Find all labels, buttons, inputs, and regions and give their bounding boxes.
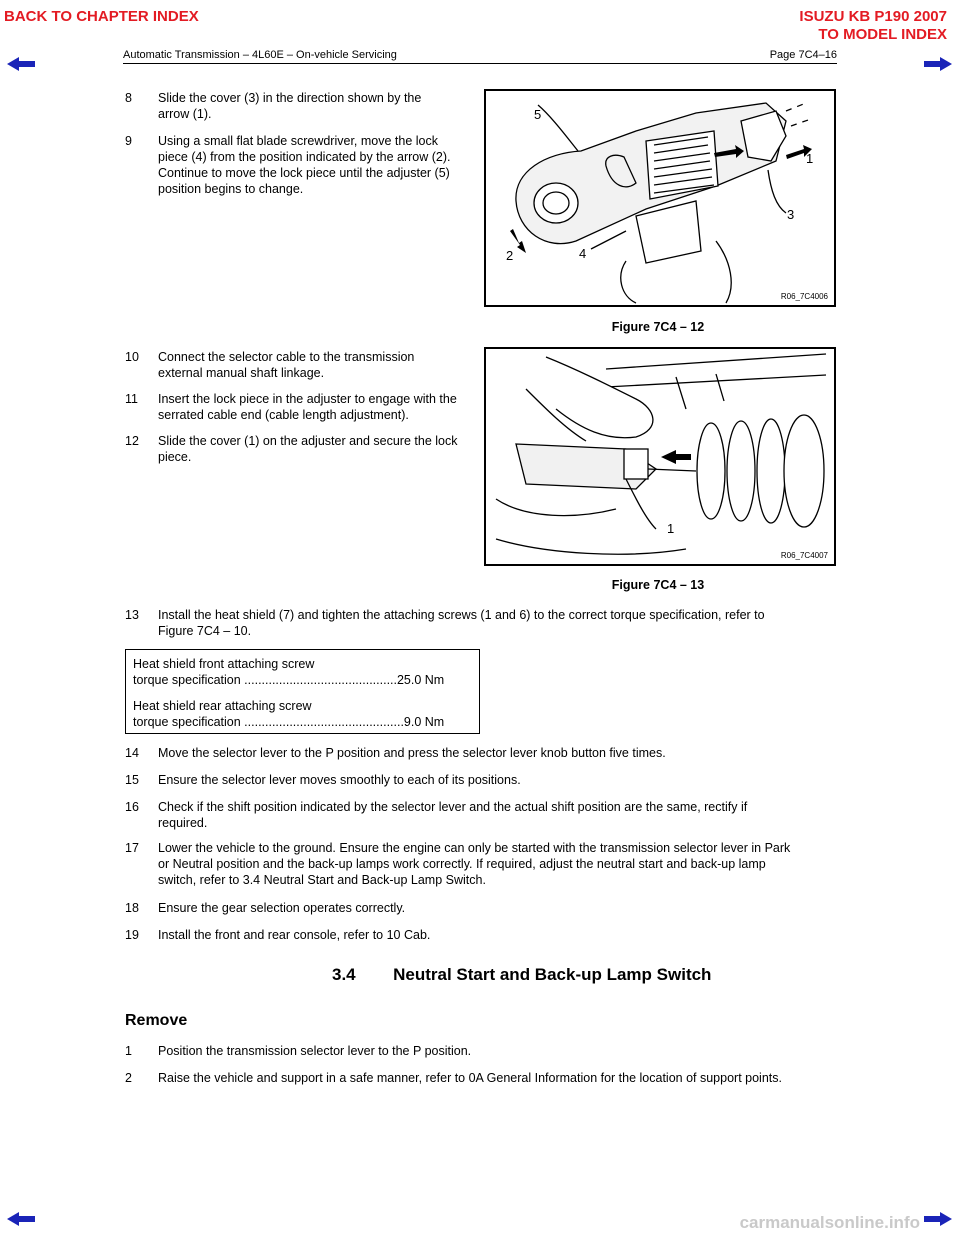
step-number: 14 [125,746,139,760]
step-line: external manual shaft linkage. [158,366,325,380]
spec-rear-title: Heat shield rear attaching screw [133,699,312,713]
step-number: 15 [125,773,139,787]
step-line: Connect the selector cable to the transmission [158,350,415,364]
remove-step-1 [125,1043,835,1061]
step-line: Figure 7C4 – 10. [158,624,252,638]
step-number: 8 [125,91,132,105]
step-line: serrated cable end (cable length adjustment). [158,408,409,422]
figure-13-illustration [484,347,836,566]
to-model-index-link[interactable]: TO MODEL INDEX [818,26,947,43]
step-number: 12 [125,434,139,448]
step-number: 9 [125,134,132,148]
step-16 [125,799,835,833]
page-number: Page 7C4–16 [769,49,837,61]
callout-label: 2 [506,248,514,263]
step-line: Lower the vehicle to the ground. Ensure the engine can only be started with the transmission selector lever in Park [158,841,791,855]
step-8 [125,90,475,130]
model-title-link[interactable]: ISUZU KB P190 2007 [799,8,947,25]
step-19 [125,927,835,945]
step-text [158,607,765,639]
step-number: 10 [125,350,139,364]
callout-label: 5 [534,107,542,122]
section-heading [332,965,711,985]
step-text [158,133,451,197]
step-14 [125,745,835,763]
prev-page-arrow-icon[interactable] [7,1212,35,1226]
step-text [158,745,666,761]
step-line: Check if the shift position indicated by the selector lever and the actual shift position are the same, rectify if [158,800,748,814]
step-line: Continue to move the lock piece until the adjuster (5) [158,166,450,180]
step-line: Install the heat shield (7) and tighten the attaching screws (1 and 6) to the correct torque specification, refer to [158,608,765,622]
header-rule [123,63,837,64]
step-text [158,90,421,122]
step-line: Ensure the gear selection operates correctly. [158,901,406,915]
spec-rear-value: torque specification ..............................................9.0 Nm [133,715,445,729]
step-line: Using a small flat blade screwdriver, move the lock [158,134,438,148]
step-text [158,349,414,381]
step-text [158,433,457,465]
step-18 [125,900,835,918]
section-number: 3.4 [332,965,356,984]
step-line: Slide the cover (1) on the adjuster and secure the lock [158,434,458,448]
step-number: 13 [125,608,139,622]
back-to-chapter-index-link[interactable]: BACK TO CHAPTER INDEX [4,8,199,25]
step-line: switch, refer to 3.4 Neutral Start and Back-up Lamp Switch. [158,873,486,887]
step-number: 1 [125,1044,132,1058]
model-index-nav[interactable] [799,8,947,44]
step-line: Insert the lock piece in the adjuster to engage with the [158,392,457,406]
next-page-arrow-icon[interactable] [924,1212,952,1226]
step-text [158,799,747,831]
step-15 [125,772,835,790]
step-number: 18 [125,901,139,915]
step-11 [125,391,480,431]
figure-id: R06_7C4007 [780,551,828,560]
step-line: arrow (1). [158,107,212,121]
step-text [158,1043,471,1059]
step-line: piece. [158,450,192,464]
step-text [158,391,457,423]
figure-13-caption: Figure 7C4 – 13 [611,578,705,592]
step-number: 11 [125,392,138,406]
spec-front-value: torque specification ............................................25.0 Nm [133,673,445,687]
remove-heading: Remove [125,1012,188,1029]
figure-12-caption: Figure 7C4 – 12 [611,320,705,334]
step-line: required. [158,816,208,830]
step-text [158,927,430,943]
step-17 [125,840,835,890]
step-number: 17 [125,841,139,855]
step-12 [125,433,480,473]
callout-label: 1 [667,521,675,536]
selector-cable-adjuster-drawing [486,91,834,305]
section-title: Neutral Start and Back-up Lamp Switch [393,965,712,984]
step-13 [125,607,835,641]
step-number: 19 [125,928,139,942]
callout-label: 3 [787,207,795,222]
step-line: Install the front and rear console, refer to 10 Cab. [158,928,431,942]
step-line: Raise the vehicle and support in a safe manner, refer to 0A General Information for the location of support points. [158,1071,782,1085]
step-10 [125,349,480,389]
callout-label: 4 [579,246,587,261]
remove-step-2 [125,1070,835,1088]
figure-12-illustration [484,89,836,307]
step-9 [125,133,475,203]
step-line: Position the transmission selector lever to the P position. [158,1044,472,1058]
step-line: or Neutral position and the back-up lamps work correctly. If required, adjust the neutral start and back-up lamp [158,857,766,871]
figure-id: R06_7C4006 [780,292,828,301]
step-line: Slide the cover (3) in the direction shown by the [158,91,422,105]
step-line: Move the selector lever to the P position and press the selector lever knob button five times. [158,746,666,760]
step-text [158,900,405,916]
torque-spec-box [125,649,480,734]
running-header-left: Automatic Transmission – 4L60E – On-vehicle Servicing [123,49,397,61]
cable-adjuster-installed-drawing [486,349,834,564]
step-number: 16 [125,800,139,814]
step-number: 2 [125,1071,132,1085]
step-line: Ensure the selector lever moves smoothly to each of its positions. [158,773,521,787]
site-watermark: carmanualsonline.info [739,1213,920,1232]
step-text [158,772,521,788]
step-text [158,840,790,888]
prev-page-arrow-icon[interactable] [7,57,35,71]
callout-label: 1 [806,151,814,166]
step-line: piece (4) from the position indicated by the arrow (2). [158,150,451,164]
step-text [158,1070,782,1086]
step-line: position begins to change. [158,182,304,196]
spec-front-title: Heat shield front attaching screw [133,657,315,671]
next-page-arrow-icon[interactable] [924,57,952,71]
